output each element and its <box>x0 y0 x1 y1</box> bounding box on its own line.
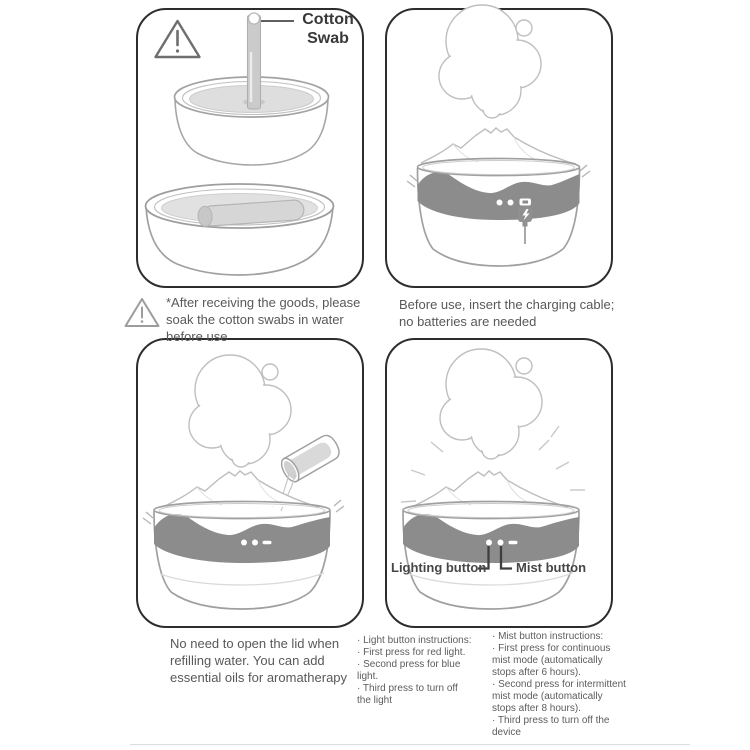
mist-cloud <box>439 5 541 118</box>
mist-cloud <box>189 355 291 467</box>
instruction-line: stops after 8 hours). <box>492 703 581 714</box>
humidifier <box>407 128 590 266</box>
charge-caption <box>399 296 614 330</box>
mist-bubble <box>516 20 532 36</box>
caption-line: before use <box>166 329 228 344</box>
instruction-line: · Second press for intermittent <box>492 679 626 690</box>
humidifier <box>143 471 344 609</box>
refill-caption <box>170 635 347 686</box>
caption-line: no batteries are needed <box>399 314 537 329</box>
mist-button-label: Mist button <box>516 560 587 575</box>
refill-illustration <box>138 340 361 625</box>
bowl-with-floating-swab <box>146 184 334 275</box>
instruction-line: mist mode (automatically <box>492 655 603 666</box>
instruction-line: · First press for continuous <box>492 643 611 654</box>
caption-line: essential oils for aromatherapy <box>170 670 348 685</box>
caption-line: refilling water. You can add <box>170 653 325 668</box>
cotton-swab-tip <box>248 13 259 24</box>
mist-button-dot <box>252 540 258 546</box>
soak-caption <box>166 294 360 345</box>
panel-refill <box>136 338 364 628</box>
mist-cloud <box>440 349 542 459</box>
charging-port-slot <box>509 541 518 544</box>
cotton-swab-stick <box>248 15 261 109</box>
caption-line: Before use, insert the charging cable; <box>399 297 615 312</box>
instruction-line: · Second press for blue <box>357 659 461 670</box>
instruction-line: device <box>492 727 521 738</box>
humidifier <box>403 471 579 609</box>
caption-line: *After receiving the goods, please <box>166 295 361 310</box>
warning-icon <box>123 296 161 330</box>
lighting-button-label: Lighting button <box>391 560 487 575</box>
panel-charge <box>385 8 613 288</box>
instruction-line: light. <box>357 671 379 682</box>
instruction-line: · Third press to turn off <box>357 683 458 694</box>
instruction-line: mist mode (automatically <box>492 691 603 702</box>
instruction-line: · First press for red light. <box>357 647 466 658</box>
instruction-line: stops after 6 hours). <box>492 667 581 678</box>
buttons-illustration <box>387 340 610 625</box>
bottom-divider <box>130 744 690 745</box>
mist-bubble <box>516 358 532 374</box>
instruction-line: the light <box>357 695 393 706</box>
mist-button-instructions <box>492 631 626 739</box>
light-button-instructions <box>357 635 472 707</box>
cotton-swab-label: Cotton Swab <box>302 11 354 47</box>
lighting-button-dot <box>241 540 247 546</box>
panel-soak <box>136 8 364 288</box>
lighting-button-dot <box>486 540 492 546</box>
soak-illustration <box>138 10 361 285</box>
warning-icon <box>156 21 200 57</box>
mist-button-dot <box>508 200 514 206</box>
charge-illustration <box>387 10 610 285</box>
caption-line: No need to open the lid when <box>170 636 340 651</box>
lighting-button-dot <box>497 200 503 206</box>
mist-bubble <box>262 364 278 380</box>
instruction-line: · Mist button instructions: <box>492 631 604 642</box>
panel-buttons <box>385 338 613 628</box>
instruction-line: · Light button instructions: <box>357 635 472 646</box>
instruction-line: · Third press to turn off the <box>492 715 610 726</box>
mist-button-dot <box>498 540 504 546</box>
caption-line: soak the cotton swabs in water <box>166 312 344 327</box>
charging-port-slot <box>263 541 272 544</box>
